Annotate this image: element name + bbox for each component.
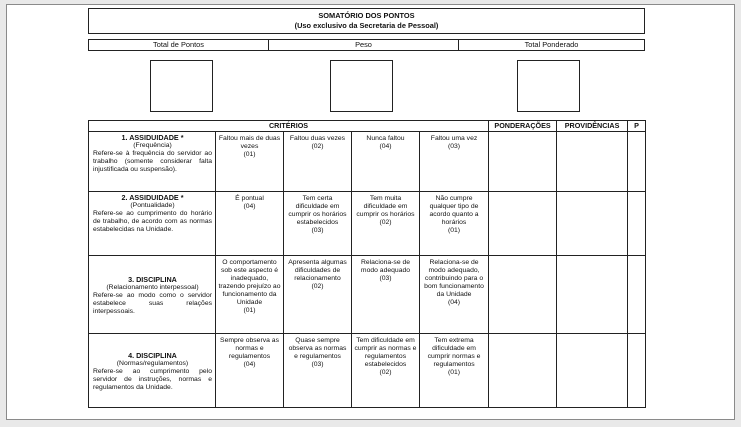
- summary-title-box: [88, 8, 645, 34]
- criterion-description: Refere-se ao cumprimento do horário de trabalho, de acordo com as normas estabelecidas na Unidade.: [93, 210, 212, 233]
- option-text: Tem certa dificuldade em cumprir os horários estabelecidos: [288, 195, 347, 226]
- option-text: Tem dificuldade em cumprir as normas e regulamentos estabelecidos: [354, 337, 417, 368]
- option-text: O comportamento sob este aspecto é inadequado, trazendo prejuízo ao funcionamento da Unidade: [218, 259, 281, 306]
- peso-header: Peso: [268, 39, 459, 51]
- p-cell[interactable]: [628, 132, 646, 192]
- criterion-description: Refere-se ao cumprimento pelo servidor de instruções, normas e regulamentos da Unidade.: [93, 367, 212, 391]
- criterion-subtitle: (Normas/regulamentos): [116, 359, 189, 367]
- criterion-title: 1. ASSIDUIDADE *: [121, 133, 184, 142]
- table-row: [89, 334, 646, 408]
- option-text: Faltou duas vezes: [289, 135, 346, 142]
- p-header: P: [628, 121, 646, 132]
- criterion-subtitle: (Frequência): [133, 142, 172, 149]
- option-score: (01): [243, 307, 256, 314]
- option-cell[interactable]: [216, 192, 284, 256]
- ponderacoes-header: PONDERAÇÕES: [489, 121, 557, 132]
- option-score: (04): [243, 361, 256, 368]
- criterion-subtitle: (Pontualidade): [130, 202, 175, 209]
- option-score: (03): [311, 227, 324, 234]
- option-cell[interactable]: [216, 334, 284, 408]
- option-cell[interactable]: [420, 256, 489, 334]
- table-row: [89, 192, 646, 256]
- providencias-cell[interactable]: [557, 192, 628, 256]
- providencias-header: PROVIDÊNCIAS: [557, 121, 628, 132]
- option-text: Faltou mais de duas vezes: [218, 135, 281, 150]
- ponderacoes-cell[interactable]: [489, 334, 557, 408]
- option-score: (03): [379, 275, 392, 282]
- criteria-header-row: [89, 121, 646, 132]
- providencias-cell[interactable]: [557, 334, 628, 408]
- ponderacoes-cell[interactable]: [489, 132, 557, 192]
- criterion-cell: [89, 256, 216, 334]
- total-ponderado-header: Total Ponderado: [458, 39, 645, 51]
- option-cell[interactable]: [420, 132, 489, 192]
- option-score: (04): [379, 143, 392, 150]
- criteria-table: [88, 120, 646, 408]
- criterion-title: 4. DISCIPLINA: [128, 350, 177, 360]
- option-cell[interactable]: [284, 256, 352, 334]
- summary-title: SOMATÓRIO DOS PONTOS: [318, 11, 415, 20]
- p-cell[interactable]: [628, 256, 646, 334]
- option-score: (03): [311, 361, 324, 368]
- option-cell[interactable]: [284, 192, 352, 256]
- option-text: Não cumpre qualquer tipo de acordo quanto a horários: [429, 195, 479, 226]
- option-text: Tem muita dificuldade em cumprir os horários: [356, 195, 415, 218]
- total-pontos-box[interactable]: [150, 60, 213, 112]
- summary-subtitle: (Uso exclusivo da Secretaria de Pessoal): [294, 21, 439, 30]
- option-cell[interactable]: [420, 334, 489, 408]
- option-cell[interactable]: [284, 132, 352, 192]
- option-text: Faltou uma vez: [430, 135, 478, 142]
- option-score: (02): [311, 283, 324, 290]
- option-text: Quase sempre observa as normas e regulamentos: [288, 337, 347, 360]
- option-text: É pontual: [235, 195, 264, 202]
- criterion-description: Refere-se à frequência do servidor ao trabalho (somente considerar falta injustificada ou suspensão).: [93, 150, 212, 173]
- criterion-cell: [89, 334, 216, 408]
- option-cell[interactable]: [216, 132, 284, 192]
- providencias-cell[interactable]: [557, 256, 628, 334]
- criterion-description: Refere-se ao modo como o servidor estabelece suas relações interpessoais.: [93, 291, 212, 315]
- option-score: (03): [447, 143, 461, 150]
- option-text: Relaciona-se de modo adequado: [360, 259, 411, 274]
- criterion-title: 3. DISCIPLINA: [128, 274, 177, 284]
- option-text: Nunca faltou: [366, 135, 405, 142]
- ponderacoes-cell[interactable]: [489, 192, 557, 256]
- option-cell[interactable]: [352, 334, 420, 408]
- criterion-cell: [89, 192, 216, 256]
- option-cell[interactable]: [352, 192, 420, 256]
- option-cell[interactable]: [420, 192, 489, 256]
- ponderacoes-cell[interactable]: [489, 256, 557, 334]
- option-score: (01): [447, 369, 461, 376]
- option-cell[interactable]: [352, 256, 420, 334]
- p-cell[interactable]: [628, 334, 646, 408]
- option-score: (02): [311, 143, 324, 150]
- criterion-subtitle: (Relacionamento interpessoal): [106, 283, 199, 291]
- option-score: (01): [243, 151, 256, 158]
- option-score: (04): [447, 299, 461, 306]
- option-score: (02): [379, 219, 392, 226]
- option-score: (01): [447, 227, 461, 234]
- criterios-header: CRITÉRIOS: [89, 121, 489, 132]
- peso-box[interactable]: [330, 60, 393, 112]
- option-text: Sempre observa as normas e regulamentos: [220, 337, 279, 360]
- option-score: (02): [379, 369, 392, 376]
- option-text: Tem extrema dificuldade em cumprir normas e regulamentos: [427, 337, 481, 368]
- criterion-cell: [89, 132, 216, 192]
- table-row: [89, 256, 646, 334]
- total-ponderado-box[interactable]: [517, 60, 580, 112]
- option-cell[interactable]: [284, 334, 352, 408]
- p-cell[interactable]: [628, 192, 646, 256]
- table-row: [89, 132, 646, 192]
- option-cell[interactable]: [216, 256, 284, 334]
- option-text: Relaciona-se de modo adequado, contribuindo para o bom funcionamento da Unidade: [424, 259, 484, 298]
- option-score: (04): [243, 203, 256, 210]
- option-text: Apresenta algumas dificuldades de relacionamento: [288, 259, 347, 282]
- option-cell[interactable]: [352, 132, 420, 192]
- providencias-cell[interactable]: [557, 132, 628, 192]
- total-pontos-header: Total de Pontos: [88, 39, 269, 51]
- criterion-title: 2. ASSIDUIDADE *: [121, 193, 184, 202]
